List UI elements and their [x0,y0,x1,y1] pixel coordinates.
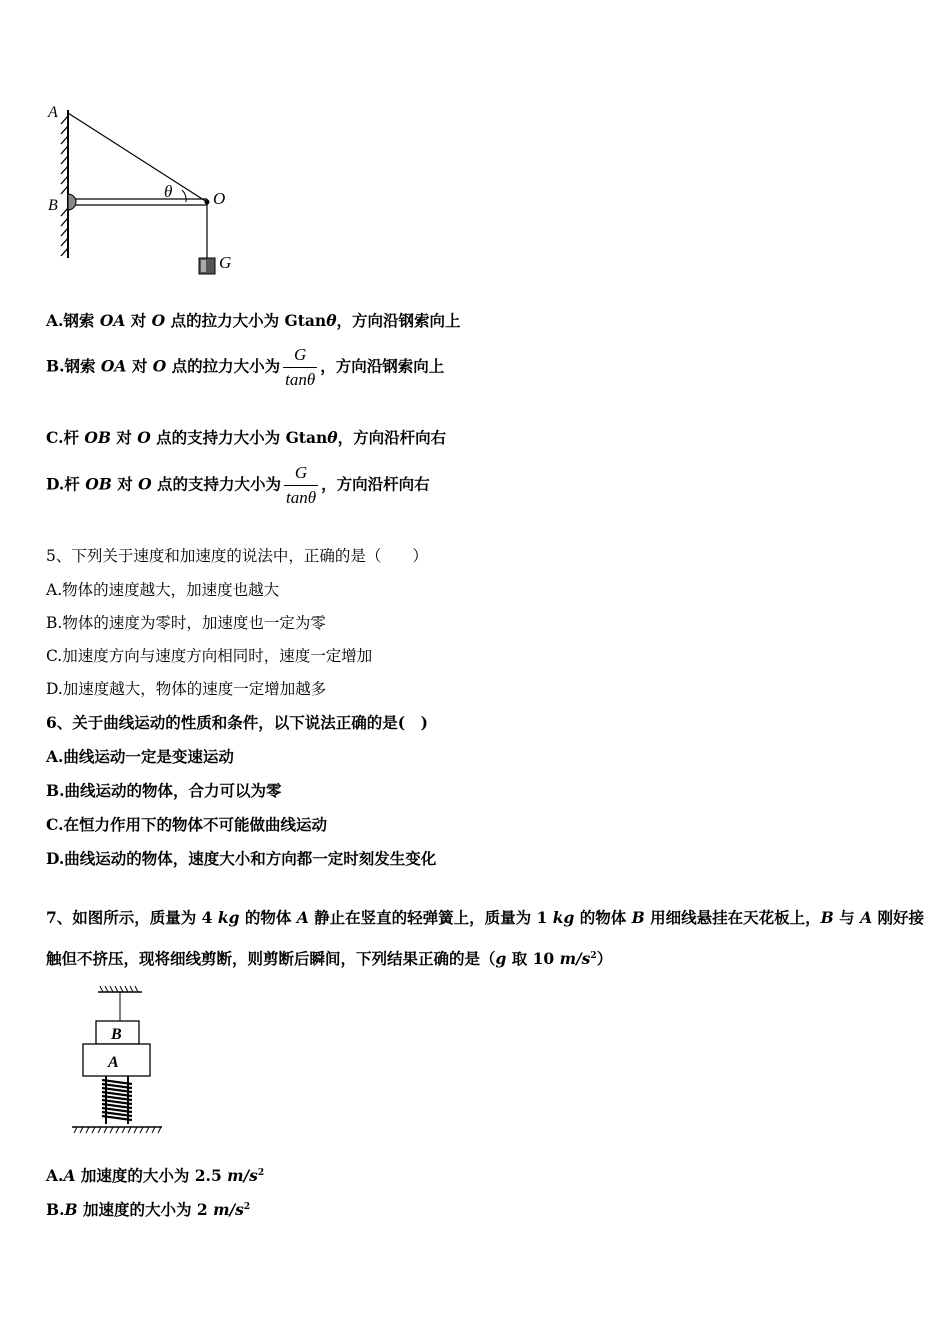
q5-option-a: A.物体的速度越大，加速度也越大 [46,581,280,599]
q7-option-b: B.B 加速度的大小为 2 $m/s^2$ [46,1200,251,1220]
figure-cable-rod [40,98,250,283]
figure-spring-blocks [66,984,171,1136]
q4-option-d: D.杆 OB 对 O 点的支持力大小为 $\frac{G}{\tan\theta}$ ，方向沿杆向右 [46,463,430,507]
q4-option-a: A.钢索 OA 对 O 点的拉力大小为 Gtanθ，方向沿钢索向上 [46,311,461,330]
q5-stem: 5、下列关于速度和加速度的说法中，正确的是（ ） [46,547,428,565]
q6-option-d: D.曲线运动的物体，速度大小和方向都一定时刻发生变化 [46,849,437,868]
label-A: A [48,104,58,121]
label-O: O [213,189,226,208]
q4-option-b: B.钢索 OA 对 O 点的拉力大小为 $\frac{G}{\tan\theta}$ ，方向沿钢索向上 [46,345,445,389]
fraction-g-over-tan: $\frac{G}{\tan\theta}$ [286,463,317,507]
fraction-g-over-tan: $\frac{G}{\tan\theta}$ [285,345,316,389]
q7-stem-line2: 触但不挤压，现将细线剪断，则剪断后瞬间，下列结果正确的是（g 取 10 $m/s^2$） [46,949,613,969]
q7-stem-line1: 7、如图所示，质量为 4 kg 的物体 A 静止在竖直的轻弹簧上，质量为 1 kg 的物体 B 用细线悬挂在天花板上，B 与 A 刚好接 [46,908,924,927]
label-B: B [48,197,58,214]
q6-option-b: B.曲线运动的物体，合力可以为零 [46,781,282,800]
label-G: G [219,253,232,272]
q5-option-b: B.物体的速度为零时，加速度也一定为零 [46,614,326,632]
q6-option-a: A.曲线运动一定是变速运动 [46,747,234,766]
q6-option-c: C.在恒力作用下的物体不可能做曲线运动 [46,815,327,834]
q4-option-c: C.杆 OB 对 O 点的支持力大小为 Gtanθ，方向沿杆向右 [46,428,447,447]
label-A: A [108,1054,119,1071]
q5-option-c: C.加速度方向与速度方向相同时，速度一定增加 [46,647,373,665]
label-B: B [111,1026,122,1043]
q7-option-a: A.A 加速度的大小为 2.5 $m/s^2$ [46,1166,265,1186]
q6-stem: 6、关于曲线运动的性质和条件，以下说法正确的是( ) [46,713,428,732]
label-theta: θ [164,182,173,201]
q5-option-d: D.加速度越大，物体的速度一定增加越多 [46,680,327,698]
